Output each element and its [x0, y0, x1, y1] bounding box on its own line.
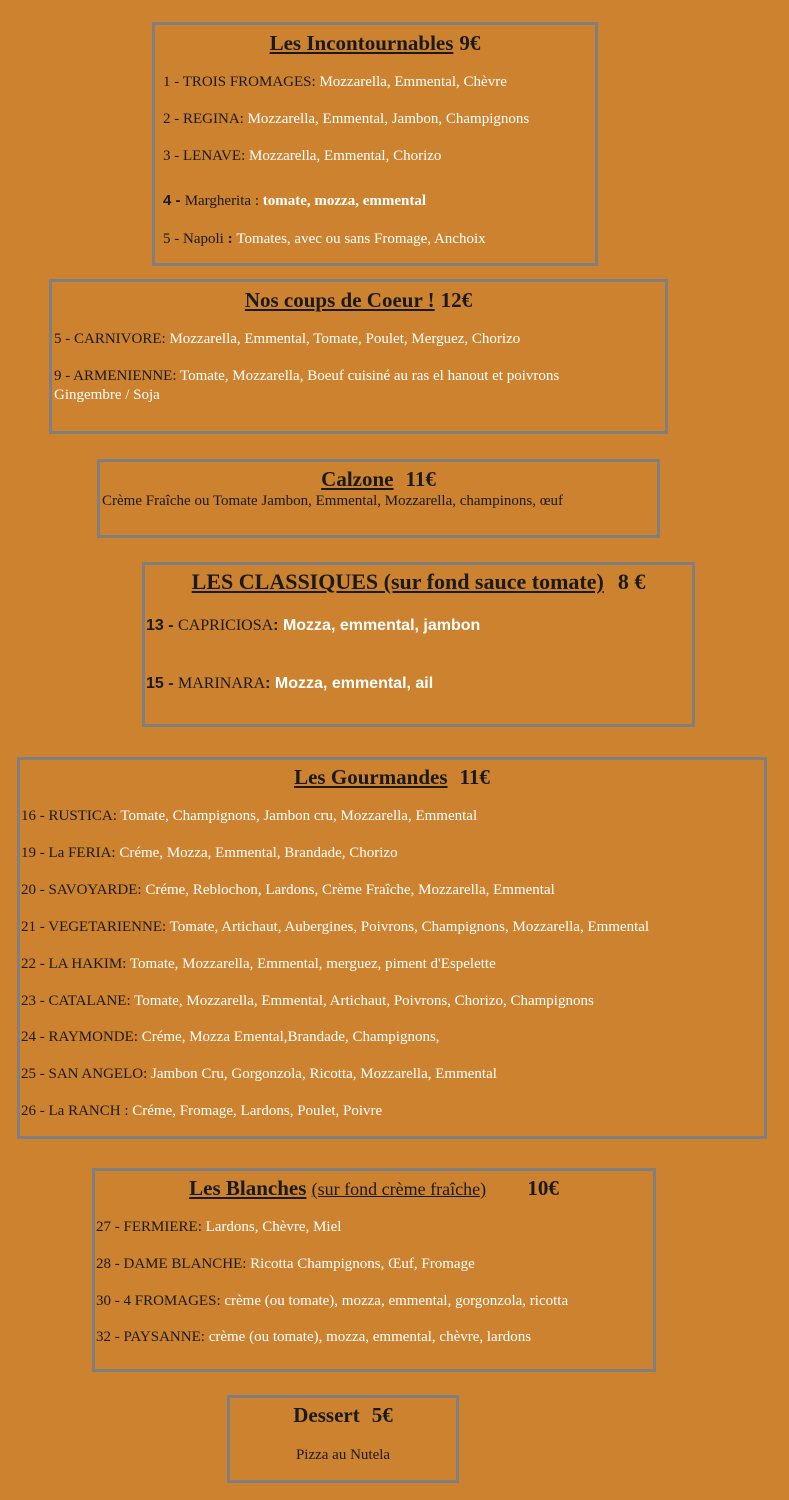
menu-item	[96, 1218, 645, 1237]
item-name: ARMENIENNE	[73, 368, 173, 384]
section-title	[20, 764, 764, 790]
title-text: Dessert	[293, 1403, 360, 1427]
item-ingredients: tomate, mozza, emmental	[262, 193, 426, 209]
title-text: Les Incontournables	[269, 31, 454, 55]
item-ingredients: crème (ou tomate), mozza, emmental, chèvre, lardons	[208, 1329, 532, 1345]
item-sep: :	[162, 919, 170, 935]
section-title	[155, 30, 595, 56]
item-number: 30 -	[96, 1293, 124, 1309]
title-text: Nos coups de Coeur !	[244, 288, 435, 312]
item-sep: :	[126, 993, 135, 1009]
title-price: 10€	[527, 1176, 559, 1200]
item-ingredients: Tomate, Mozzarella, Boeuf cuisiné au ras el hanout et poivrons Gingembre / Soja	[54, 368, 560, 403]
dessert-description: Pizza au Nutela	[295, 1447, 391, 1463]
item-ingredients: Tomate, Artichaut, Aubergines, Poivrons, Champignons, Mozzarella, Emmental	[169, 919, 650, 935]
item-ingredients: Jambon Cru, Gorgonzola, Ricotta, Mozzarella, Emmental	[151, 1066, 497, 1082]
menu-item	[163, 110, 587, 129]
title-price: 11€	[459, 765, 490, 789]
item-number: 24 -	[21, 1029, 49, 1045]
item-sep: :	[251, 193, 263, 209]
title-text: LES CLASSIQUES (sur fond sauce tomate)	[191, 569, 604, 594]
item-number: 25 -	[21, 1066, 49, 1082]
menu-item	[21, 1028, 756, 1047]
item-name: RAYMONDE	[48, 1029, 134, 1045]
menu-item	[163, 147, 587, 166]
item-number: 9 -	[54, 368, 74, 384]
item-name: CARNIVORE	[74, 331, 162, 347]
item-number: 16 -	[21, 808, 49, 824]
menu-item	[21, 1065, 756, 1084]
menu-item	[163, 191, 587, 211]
item-ingredients: crème (ou tomate), mozza, emmental, gorgonzola, ricotta	[224, 1293, 569, 1309]
item-number: 2 -	[163, 111, 183, 127]
item-sep: :	[242, 1256, 251, 1272]
menu-item	[146, 616, 684, 635]
item-sep: :	[143, 1066, 152, 1082]
item-sep: :	[161, 331, 170, 347]
item-name: REGINA	[183, 111, 240, 127]
item-number: 19 -	[21, 845, 49, 861]
item-number: 27 -	[96, 1219, 124, 1235]
item-number: 32 -	[96, 1329, 124, 1345]
item-name: Margherita	[184, 193, 252, 209]
item-sep: :	[172, 368, 180, 384]
item-number: 13 -	[146, 617, 179, 634]
item-ingredients: Mozzarella, Emmental, Tomate, Poulet, Merguez, Chorizo	[169, 331, 521, 347]
item-name: 4 FROMAGES	[123, 1293, 217, 1309]
section-dessert	[227, 1395, 459, 1483]
item-name: CATALANE	[48, 993, 127, 1009]
section-coups-de-coeur	[49, 279, 668, 434]
title-price: 9€	[459, 31, 481, 55]
item-name: SAN ANGELO	[48, 1066, 144, 1082]
item-ingredients: Créme, Mozza, Emmental, Brandade, Chorizo	[119, 845, 398, 861]
item-ingredients: Créme, Mozza Emental,Brandade, Champignons,	[141, 1029, 440, 1045]
item-sep: :	[273, 617, 283, 634]
menu-item	[21, 1102, 756, 1121]
item-ingredients: Tomate, Mozzarella, Emmental, merguez, piment d'Espelette	[129, 956, 496, 972]
item-ingredients: Mozza, emmental, ail	[274, 675, 434, 692]
item-ingredients: Mozza, emmental, jambon	[282, 617, 481, 634]
section-classiques	[142, 562, 695, 727]
item-sep: :	[120, 1103, 133, 1119]
section-blanches	[92, 1168, 656, 1372]
item-sep: :	[223, 231, 237, 247]
title-text: Les Gourmandes	[294, 765, 448, 789]
item-name: VEGETARIENNE	[48, 919, 163, 935]
item-sep: :	[122, 956, 130, 972]
item-ingredients: Créme, Reblochon, Lardons, Crème Fraîche, Mozzarella, Emmental	[145, 882, 555, 898]
section-title	[230, 1402, 456, 1428]
item-name: RUSTICA	[48, 808, 113, 824]
item-ingredients: Mozzarella, Emmental, Jambon, Champignons	[247, 111, 530, 127]
item-number: 28 -	[96, 1256, 124, 1272]
title-subtitle: (sur fond crème fraîche)	[311, 1179, 487, 1199]
item-sep: :	[239, 111, 248, 127]
item-sep: :	[112, 808, 121, 824]
menu-item	[54, 367, 605, 405]
section-gourmandes	[17, 757, 767, 1139]
menu-item	[21, 881, 756, 900]
section-title	[95, 1175, 653, 1202]
item-name: SAVOYARDE	[48, 882, 138, 898]
item-sep: :	[111, 845, 120, 861]
item-number: 21 -	[21, 919, 49, 935]
title-price: 11€	[405, 467, 436, 491]
menu-item	[163, 230, 587, 249]
item-sep: :	[216, 1293, 225, 1309]
title-text: Les Blanches	[189, 1176, 307, 1200]
item-ingredients: Ricotta Champignons, Œuf, Fromage	[250, 1256, 475, 1272]
item-name: LA HAKIM	[48, 956, 123, 972]
title-price: 12€	[440, 288, 473, 312]
menu-item	[21, 992, 756, 1011]
item-name: La RANCH	[48, 1103, 121, 1119]
menu-item	[54, 330, 657, 349]
item-sep: :	[133, 1029, 142, 1045]
menu-item	[21, 955, 756, 974]
menu-item	[96, 1328, 645, 1347]
title-price: 8 €	[617, 569, 646, 594]
item-number: 3 -	[163, 148, 183, 164]
item-number: 5 -	[163, 231, 183, 247]
item-number: 15 -	[146, 675, 179, 692]
item-ingredients: Lardons, Chèvre, Miel	[205, 1219, 342, 1235]
item-ingredients: Tomate, Champignons, Jambon cru, Mozzarella, Emmental	[120, 808, 478, 824]
item-number: 23 -	[21, 993, 49, 1009]
item-name: PAYSANNE	[123, 1329, 201, 1345]
item-sep: :	[311, 74, 320, 90]
menu-item	[96, 1292, 645, 1311]
item-ingredients: Tomate, Mozzarella, Emmental, Artichaut, Poivrons, Chorizo, Champignons	[134, 993, 594, 1009]
item-name: Napoli	[183, 231, 224, 247]
item-sep: :	[200, 1329, 209, 1345]
item-number: 4 -	[163, 192, 185, 209]
menu-item	[21, 807, 756, 826]
item-number: 20 -	[21, 882, 49, 898]
item-name: TROIS FROMAGES	[182, 74, 312, 90]
item-name: La FERIA	[48, 845, 112, 861]
item-sep: :	[265, 675, 275, 692]
section-title	[145, 569, 692, 595]
item-number: 5 -	[54, 331, 74, 347]
item-number: 1 -	[163, 74, 183, 90]
menu-item	[146, 674, 684, 693]
menu-item	[21, 918, 756, 937]
title-price: 5€	[371, 1403, 393, 1427]
item-name: MARINARA	[178, 675, 266, 692]
item-name: CAPRICIOSA	[178, 617, 274, 634]
item-sep: :	[241, 148, 249, 164]
item-ingredients: Mozzarella, Emmental, Chèvre	[319, 74, 507, 90]
menu-item	[96, 1255, 645, 1274]
calzone-description: Crème Fraîche ou Tomate Jambon, Emmental, Mozzarella, champinons, œuf	[102, 493, 564, 509]
item-name: LENAVE	[183, 148, 242, 164]
item-number: 26 -	[21, 1103, 49, 1119]
item-name: DAME BLANCHE	[123, 1256, 243, 1272]
item-sep: :	[197, 1219, 206, 1235]
item-number: 22 -	[21, 956, 49, 972]
item-ingredients: Tomates, avec ou sans Fromage, Anchoix	[236, 231, 486, 247]
item-ingredients: Mozzarella, Emmental, Chorizo	[248, 148, 442, 164]
menu-item	[21, 844, 756, 863]
section-calzone	[97, 459, 660, 538]
section-title	[100, 466, 657, 492]
menu-item	[163, 73, 587, 92]
title-text: Calzone	[321, 467, 394, 491]
section-incontournables	[152, 22, 598, 266]
item-ingredients: Créme, Fromage, Lardons, Poulet, Poivre	[132, 1103, 383, 1119]
item-sep: :	[137, 882, 146, 898]
item-name: FERMIERE	[123, 1219, 198, 1235]
section-title	[52, 287, 665, 313]
